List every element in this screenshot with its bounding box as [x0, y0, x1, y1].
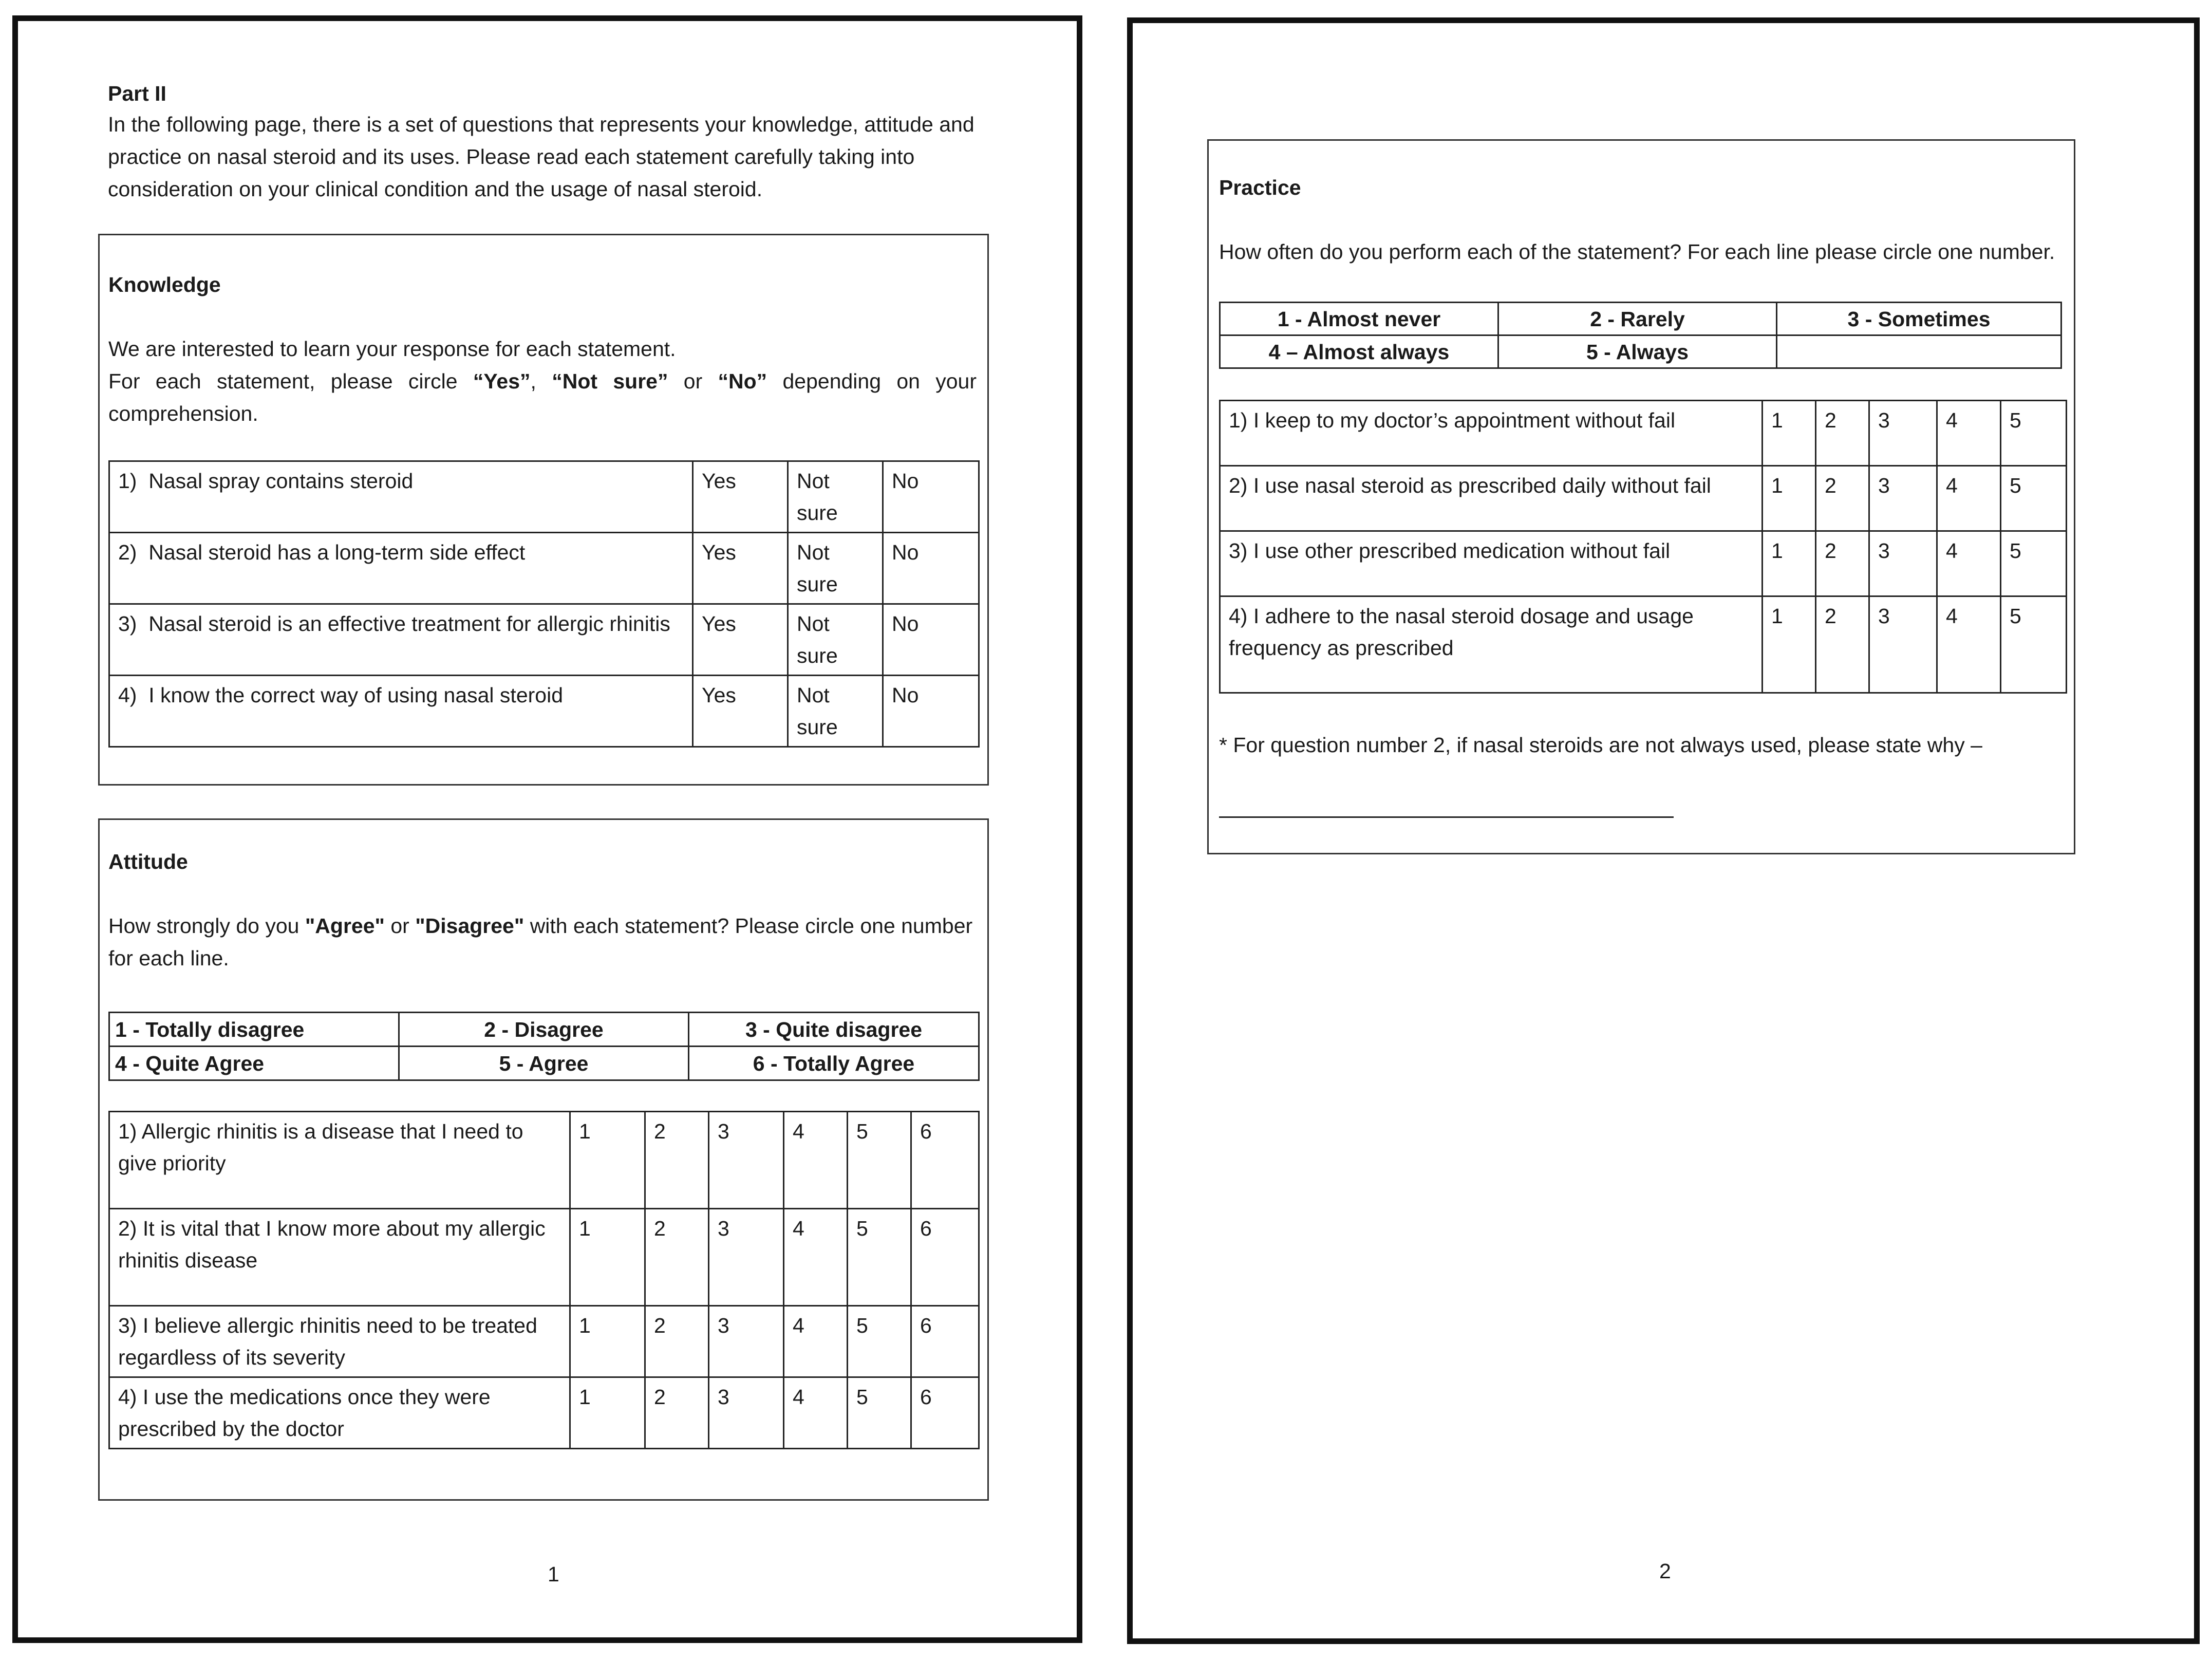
statement-cell: 1) Nasal spray contains steroid	[109, 461, 693, 533]
legend-item: 2 - Disagree	[399, 1013, 689, 1047]
legend-item: 2 - Rarely	[1498, 303, 1777, 335]
option-5[interactable]: 5	[848, 1306, 911, 1377]
option-6[interactable]: 6	[911, 1377, 979, 1449]
option-4[interactable]: 4	[784, 1306, 848, 1377]
page-number: 2	[1659, 1559, 1671, 1583]
knowledge-section	[98, 234, 989, 786]
legend-item: 4 - Quite Agree	[109, 1047, 399, 1080]
option-5[interactable]: 5	[848, 1377, 911, 1449]
part-title: Part II	[108, 82, 166, 105]
table-row	[109, 1377, 979, 1449]
option-2[interactable]: 2	[1816, 401, 1869, 466]
option-2[interactable]: 2	[1816, 531, 1869, 596]
option-2[interactable]: 2	[1816, 596, 1869, 693]
table-row	[109, 604, 979, 676]
statement-cell: 3) I believe allergic rhinitis need to be treated regardless of its severity	[109, 1306, 570, 1377]
table-row	[109, 1112, 979, 1209]
no-option[interactable]: No	[883, 604, 979, 676]
option-5[interactable]: 5	[848, 1112, 911, 1209]
not-sure-option[interactable]: Not sure	[788, 461, 883, 533]
statement-cell: 4) I use the medications once they were prescribed by the doctor	[109, 1377, 570, 1449]
attitude-title: Attitude	[108, 850, 188, 873]
not-sure-option[interactable]: Not sure	[788, 533, 883, 604]
attitude-section	[98, 818, 989, 1501]
statement-cell: 4) I know the correct way of using nasal steroid	[109, 676, 693, 747]
table-row	[109, 1306, 979, 1377]
option-4[interactable]: 4	[784, 1112, 848, 1209]
option-2[interactable]: 2	[1816, 466, 1869, 531]
statement-cell: 1) Allergic rhinitis is a disease that I need to give priority	[109, 1112, 570, 1209]
statement-cell: 1) I keep to my doctor’s appointment without fail	[1220, 401, 1763, 466]
option-3[interactable]: 3	[1869, 401, 1937, 466]
option-3[interactable]: 3	[709, 1209, 784, 1306]
knowledge-instruction-2: For each statement, please circle “Yes”, “Not sure” or “No” depending on your comprehension.	[108, 369, 977, 425]
attitude-table	[108, 1111, 980, 1449]
yes-option[interactable]: Yes	[693, 461, 788, 533]
option-2[interactable]: 2	[645, 1209, 709, 1306]
legend-item: 5 - Agree	[399, 1047, 689, 1080]
no-option[interactable]: No	[883, 676, 979, 747]
intro-text: In the following page, there is a set of questions that represents your knowledge, attitude and practice on nasal steroid and its uses. Please read each statement carefully taking into consideration on your clinical condition and the usage of nasal steroid.	[108, 113, 974, 201]
legend-item: 5 - Always	[1498, 335, 1777, 368]
knowledge-instruction-1: We are interested to learn your response for each statement.	[108, 337, 676, 361]
practice-title: Practice	[1219, 176, 1301, 199]
statement-cell: 2) It is vital that I know more about my allergic rhinitis disease	[109, 1209, 570, 1306]
option-6[interactable]: 6	[911, 1306, 979, 1377]
practice-footnote: * For question number 2, if nasal steroids are not always used, please state why –	[1219, 733, 1982, 757]
legend-item	[1777, 335, 2061, 368]
option-5[interactable]: 5	[2001, 596, 2067, 693]
option-2[interactable]: 2	[645, 1112, 709, 1209]
option-6[interactable]: 6	[911, 1112, 979, 1209]
option-2[interactable]: 2	[645, 1377, 709, 1449]
legend-item: 6 - Totally Agree	[689, 1047, 979, 1080]
option-4[interactable]: 4	[784, 1377, 848, 1449]
option-3[interactable]: 3	[1869, 466, 1937, 531]
table-row	[1220, 466, 2067, 531]
attitude-scale-legend	[108, 1012, 980, 1081]
table-row	[1220, 401, 2067, 466]
practice-instruction: How often do you perform each of the statement? For each line please circle one number.	[1219, 240, 2055, 264]
option-1[interactable]: 1	[570, 1306, 645, 1377]
option-3[interactable]: 3	[709, 1377, 784, 1449]
statement-cell: 2) Nasal steroid has a long-term side effect	[109, 533, 693, 604]
option-4[interactable]: 4	[1937, 596, 2001, 693]
statement-cell: 4) I adhere to the nasal steroid dosage and usage frequency as prescribed	[1220, 596, 1763, 693]
option-3[interactable]: 3	[709, 1306, 784, 1377]
option-4[interactable]: 4	[1937, 401, 2001, 466]
page-1	[12, 15, 1082, 1643]
option-4[interactable]: 4	[1937, 466, 2001, 531]
option-1[interactable]: 1	[1763, 531, 1816, 596]
option-5[interactable]: 5	[2001, 466, 2067, 531]
not-sure-option[interactable]: Not sure	[788, 676, 883, 747]
option-5[interactable]: 5	[2001, 401, 2067, 466]
option-1[interactable]: 1	[1763, 466, 1816, 531]
practice-section	[1207, 139, 2075, 854]
table-row	[109, 1209, 979, 1306]
no-option[interactable]: No	[883, 461, 979, 533]
not-sure-option[interactable]: Not sure	[788, 604, 883, 676]
page-2	[1127, 17, 2200, 1644]
option-1[interactable]: 1	[570, 1112, 645, 1209]
practice-table	[1219, 400, 2067, 694]
page-number: 1	[548, 1562, 559, 1586]
option-1[interactable]: 1	[570, 1377, 645, 1449]
legend-item: 1 - Totally disagree	[109, 1013, 399, 1047]
table-row	[109, 676, 979, 747]
answer-line[interactable]	[1219, 816, 1674, 818]
statement-cell: 3) Nasal steroid is an effective treatment for allergic rhinitis	[109, 604, 693, 676]
table-row	[1220, 596, 2067, 693]
yes-option[interactable]: Yes	[693, 604, 788, 676]
legend-item: 1 - Almost never	[1220, 303, 1498, 335]
yes-option[interactable]: Yes	[693, 533, 788, 604]
legend-item: 3 - Quite disagree	[689, 1013, 979, 1047]
attitude-instruction: How strongly do you "Agree" or "Disagree" with each statement? Please circle one number for each line.	[108, 914, 973, 970]
yes-option[interactable]: Yes	[693, 676, 788, 747]
option-1[interactable]: 1	[570, 1209, 645, 1306]
table-row	[1220, 531, 2067, 596]
table-row	[109, 533, 979, 604]
option-1[interactable]: 1	[1763, 596, 1816, 693]
no-option[interactable]: No	[883, 533, 979, 604]
knowledge-table	[108, 460, 980, 748]
option-3[interactable]: 3	[1869, 531, 1937, 596]
option-6[interactable]: 6	[911, 1209, 979, 1306]
statement-cell: 2) I use nasal steroid as prescribed daily without fail	[1220, 466, 1763, 531]
knowledge-title: Knowledge	[108, 273, 221, 296]
option-3[interactable]: 3	[709, 1112, 784, 1209]
option-4[interactable]: 4	[784, 1209, 848, 1306]
option-5[interactable]: 5	[2001, 531, 2067, 596]
option-4[interactable]: 4	[1937, 531, 2001, 596]
legend-item: 4 – Almost always	[1220, 335, 1498, 368]
legend-item: 3 - Sometimes	[1777, 303, 2061, 335]
option-5[interactable]: 5	[848, 1209, 911, 1306]
option-3[interactable]: 3	[1869, 596, 1937, 693]
practice-scale-legend	[1219, 302, 2062, 369]
option-1[interactable]: 1	[1763, 401, 1816, 466]
option-2[interactable]: 2	[645, 1306, 709, 1377]
statement-cell: 3) I use other prescribed medication without fail	[1220, 531, 1763, 596]
table-row	[109, 461, 979, 533]
